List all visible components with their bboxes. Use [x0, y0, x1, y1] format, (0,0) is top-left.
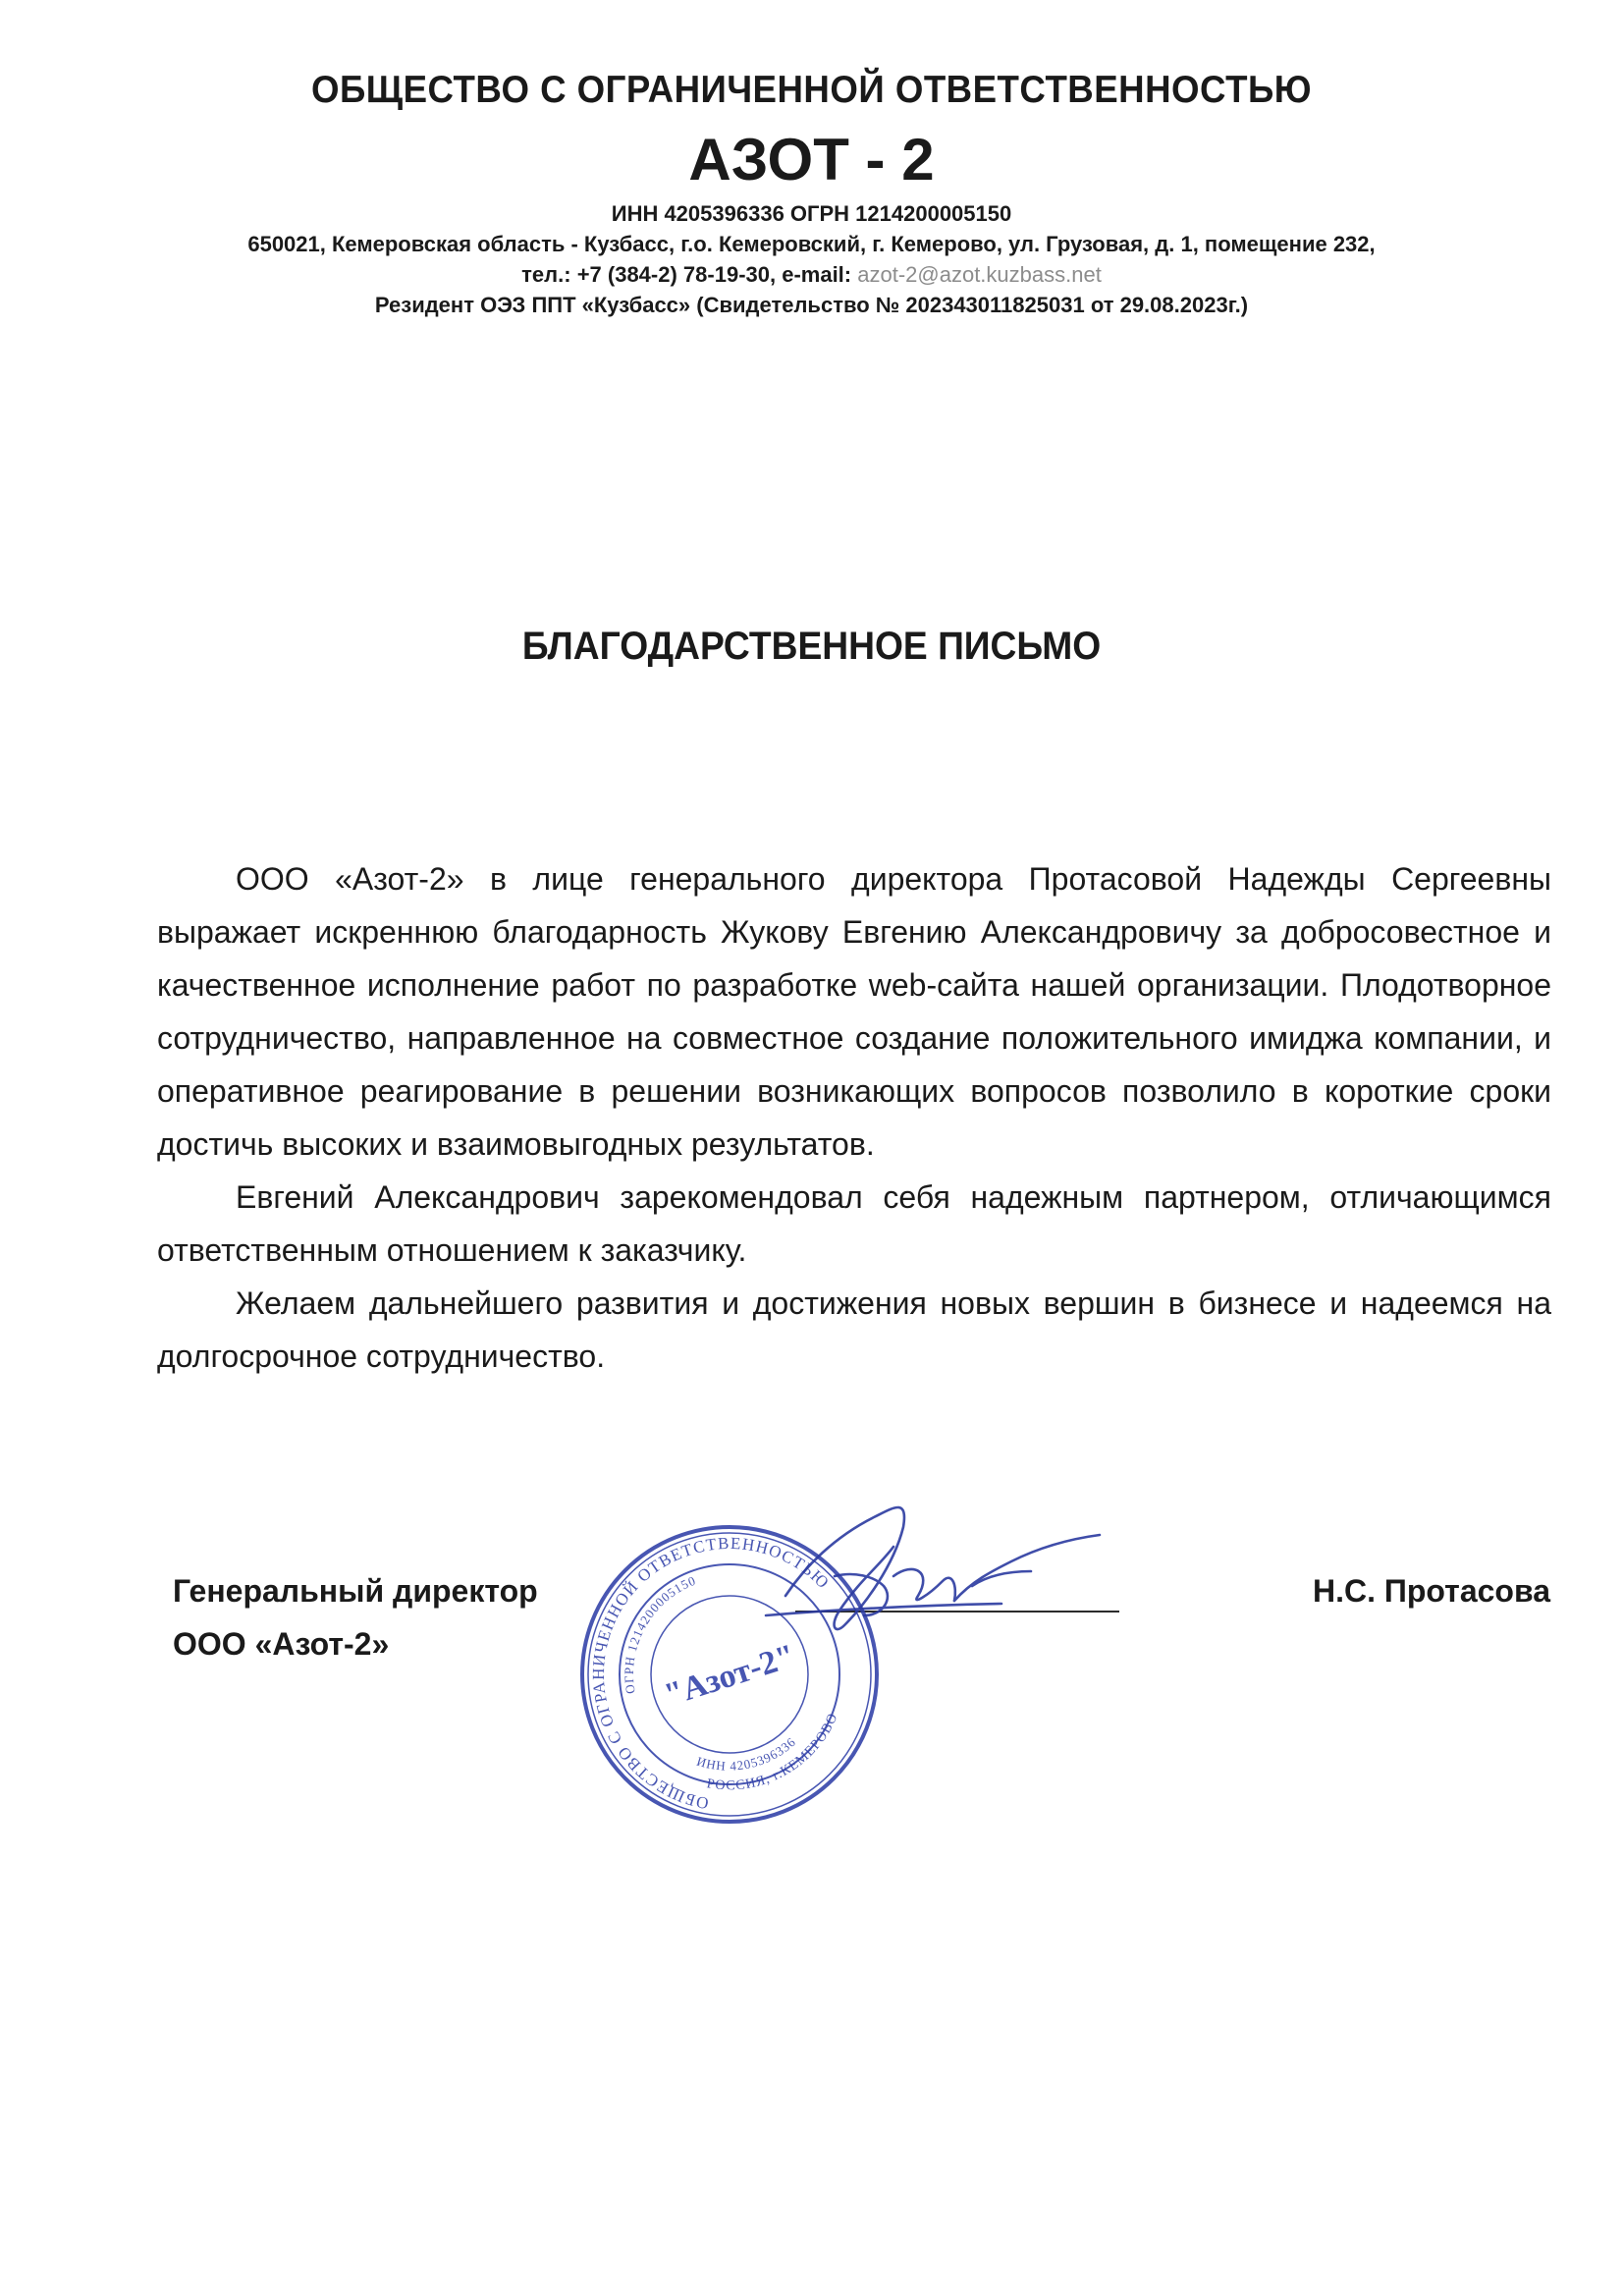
letter-body — [157, 852, 1551, 1383]
signer-position — [173, 1564, 538, 1670]
paragraph: ООО «Азот-2» в лице генерального директора Протасовой Надежды Сергеевны выражает искреннюю благодарность Жукову Евгению Александровичу за добросовестное и качественное исполнение работ по разработке web-сайта нашей организации. Плодотворное сотрудничество, направленное на совместное создание положительного имиджа компании, и оперативное реагирование в решении возникающих вопросов позволило в короткие сроки достичь высоких и взаимовыгодных результатов. — [157, 861, 1551, 1162]
document-title: БЛАГОДАРСТВЕННОЕ ПИСЬМО — [521, 625, 1102, 668]
seal-outer-text: ОБЩЕСТВО С ОГРАНИЧЕННОЙ ОТВЕТСТВЕННОСТЬЮ — [588, 1533, 834, 1814]
resident-note: Резидент ОЭЗ ППТ «Кузбасс» (Свидетельство № 202343011825031 от 29.08.2023г.) — [374, 293, 1249, 317]
paragraph: Желаем дальнейшего развития и достижения новых вершин в бизнесе и надеемся на долгосрочное сотрудничество. — [157, 1285, 1551, 1374]
paragraph: Евгений Александрович зарекомендовал себя надежным партнером, отличающимся ответственным отношением к заказчику. — [157, 1179, 1551, 1268]
company-address: 650021, Кемеровская область - Кузбасс, г.о. Кемеровский, г. Кемерово, ул. Грузовая, д. 1, помещение 232, — [247, 232, 1376, 256]
email-link[interactable]: azot-2@azot.kuzbass.net — [857, 262, 1102, 287]
seal-center-text: "Азот-2" — [660, 1637, 800, 1715]
signer-title: Генеральный директор — [173, 1573, 538, 1609]
seal-city-text: РОССИЯ, г.КЕМЕРОВО — [705, 1711, 841, 1794]
signer-company: ООО «Азот-2» — [173, 1626, 390, 1662]
org-legal-form: ОБЩЕСТВО С ОГРАНИЧЕННОЙ ОТВЕТСТВЕННОСТЬЮ — [310, 69, 1313, 111]
handwritten-signature — [746, 1478, 1159, 1645]
company-codes: ИНН 4205396336 ОГРН 1214200005150 — [611, 201, 1012, 226]
phone-text: тел.: +7 (384-2) 78-19-30, e-mail: — [521, 262, 852, 287]
signer-name: Н.С. Протасова — [1312, 1573, 1550, 1609]
seal-inn-text: ИНН 4205396336 — [694, 1733, 799, 1774]
seal-ogrn-text: ОГРН 1214200005150 — [621, 1572, 699, 1695]
company-name: АЗОТ - 2 — [688, 127, 935, 192]
company-contacts — [0, 262, 1623, 288]
